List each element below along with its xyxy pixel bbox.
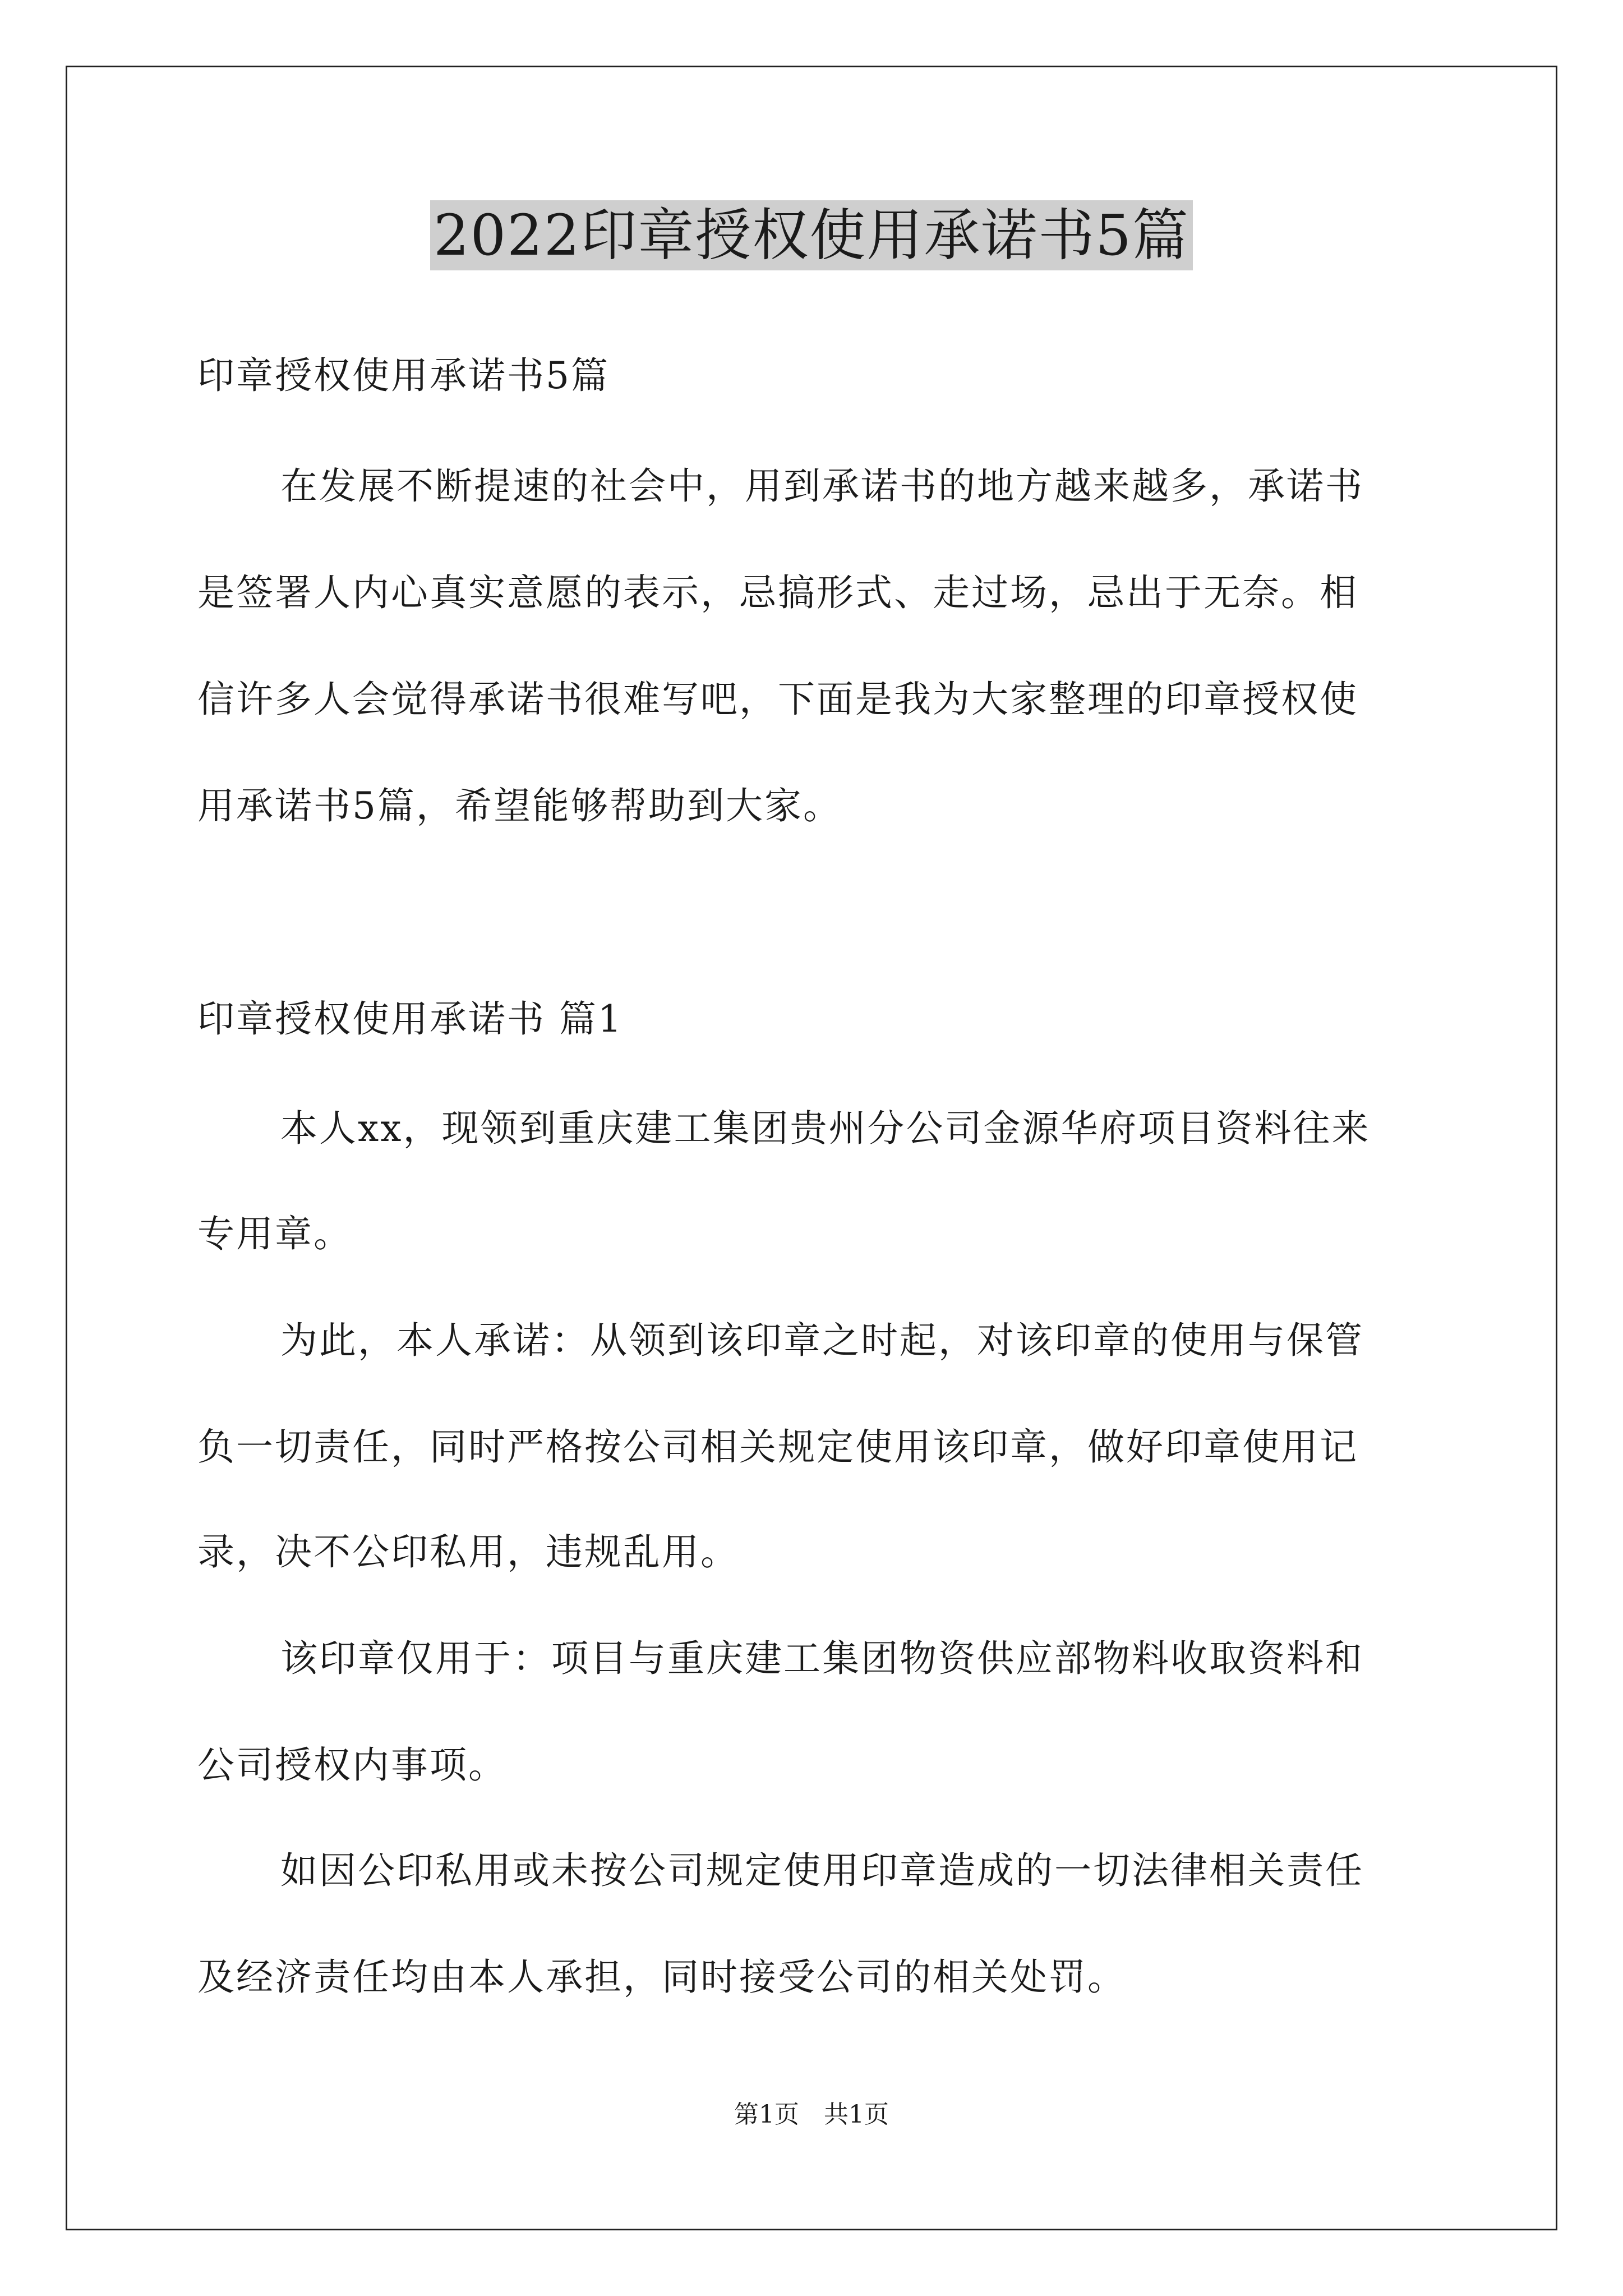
page-footer: 第1页 共1页 bbox=[734, 2100, 889, 2129]
paragraph-line: 本人xx，现领到重庆建工集团贵州分公司金源华府项目资料往来 bbox=[280, 1107, 1371, 1150]
intro-line: 是签署人内心真实意愿的表示，忌搞形式、走过场，忌出于无奈。相 bbox=[197, 571, 1358, 614]
document-subtitle: 印章授权使用承诺书5篇 bbox=[197, 354, 610, 397]
intro-line: 信许多人会觉得承诺书很难写吧，下面是我为大家整理的印章授权使 bbox=[197, 678, 1358, 721]
paragraph-line: 为此，本人承诺：从领到该印章之时起，对该印章的使用与保管 bbox=[280, 1319, 1364, 1362]
document-title bbox=[0, 196, 1623, 275]
paragraph-line: 及经济责任均由本人承担，同时接受公司的相关处罚。 bbox=[197, 1955, 1126, 1999]
intro-line: 在发展不断提速的社会中，用到承诺书的地方越来越多，承诺书 bbox=[280, 464, 1364, 508]
paragraph-line: 公司授权内事项。 bbox=[197, 1743, 507, 1787]
section-heading: 印章授权使用承诺书 篇1 bbox=[197, 997, 623, 1041]
paragraph-line: 负一切责任，同时严格按公司相关规定使用该印章，做好印章使用记 bbox=[197, 1425, 1358, 1469]
paragraph-line: 录，决不公印私用，违规乱用。 bbox=[197, 1530, 739, 1573]
paragraph-line: 专用章。 bbox=[197, 1212, 352, 1255]
paragraph-line: 如因公印私用或未按公司规定使用印章造成的一切法律相关责任 bbox=[280, 1849, 1364, 1892]
intro-line: 用承诺书5篇，希望能够帮助到大家。 bbox=[197, 784, 842, 827]
document-title-text: 2022印章授权使用承诺书5篇 bbox=[430, 200, 1193, 270]
paragraph-line: 该印章仅用于：项目与重庆建工集团物资供应部物料收取资料和 bbox=[280, 1637, 1364, 1680]
